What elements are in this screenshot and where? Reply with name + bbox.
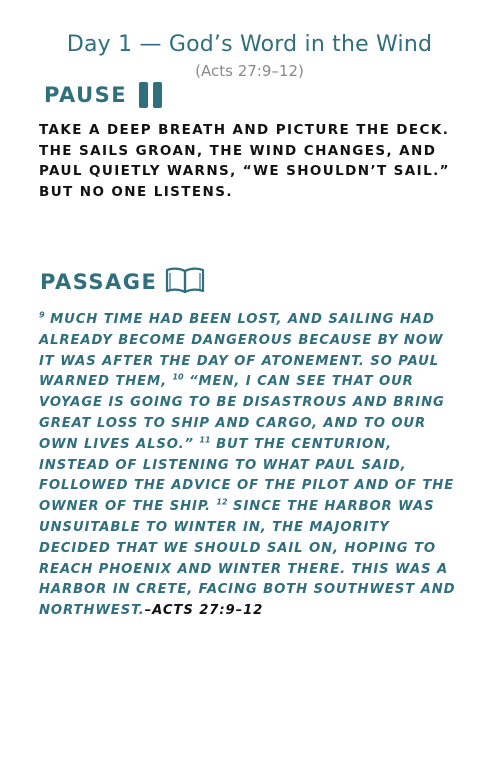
passage-reference: –ACTS 27:9–12	[144, 603, 264, 619]
verse-text: SINCE THE HARBOR WAS UNSUITABLE TO WINTER IN, THE MAJORITY DECIDED THAT WE SHOULD SAIL ON, HOPING TO REACH PHOENIX AND WINTER THERE. THIS WAS A HARBOR IN CRETE, FACING BOTH SOUTHWEST AND NORTHWEST.	[39, 499, 456, 619]
passage-heading-label: PASSAGE	[40, 270, 158, 294]
pause-heading-label: PAUSE	[44, 83, 128, 107]
page-title: Day 1 — God’s Word in the Wind	[66, 32, 433, 57]
verse-number: 10	[172, 373, 184, 382]
verse-text: “MEN, I CAN SEE THAT OUR VOYAGE IS GOING TO BE DISASTROUS AND BRING GREAT LOSS TO SHIP AND CARGO, AND TO OUR OWN LIVES ALSO.”	[39, 374, 445, 452]
pause-reflection-text: TAKE A DEEP BREATH AND PICTURE THE DECK. THE SAILS GROAN, THE WIND CHANGES, AND PAUL QUIETLY WARNS, “WE SHOULDN’T SAIL.” BUT NO ONE LISTENS.	[39, 122, 450, 200]
pause-icon	[139, 82, 162, 108]
verse-text: BUT THE CENTURION, INSTEAD OF LISTENING TO WHAT PAUL SAID, FOLLOWED THE ADVICE OF THE PILOT AND OF THE OWNER OF THE SHIP.	[39, 436, 455, 515]
scripture-reference-subtitle: (Acts 27:9–12)	[195, 62, 304, 80]
open-book-icon	[165, 265, 205, 299]
verse-text: MUCH TIME HAD BEEN LOST, AND SAILING HAD ALREADY BECOME DANGEROUS BECAUSE BY NOW IT WAS AFTER THE DAY OF ATONEMENT. SO PAUL WARNED THEM,	[39, 312, 444, 390]
verse-number: 11	[199, 435, 211, 445]
verse-number: 12	[216, 497, 228, 507]
passage-section-heading	[40, 265, 205, 299]
scripture-passage	[39, 310, 464, 622]
verse-number: 9	[39, 310, 45, 320]
pause-section-heading	[44, 82, 162, 108]
